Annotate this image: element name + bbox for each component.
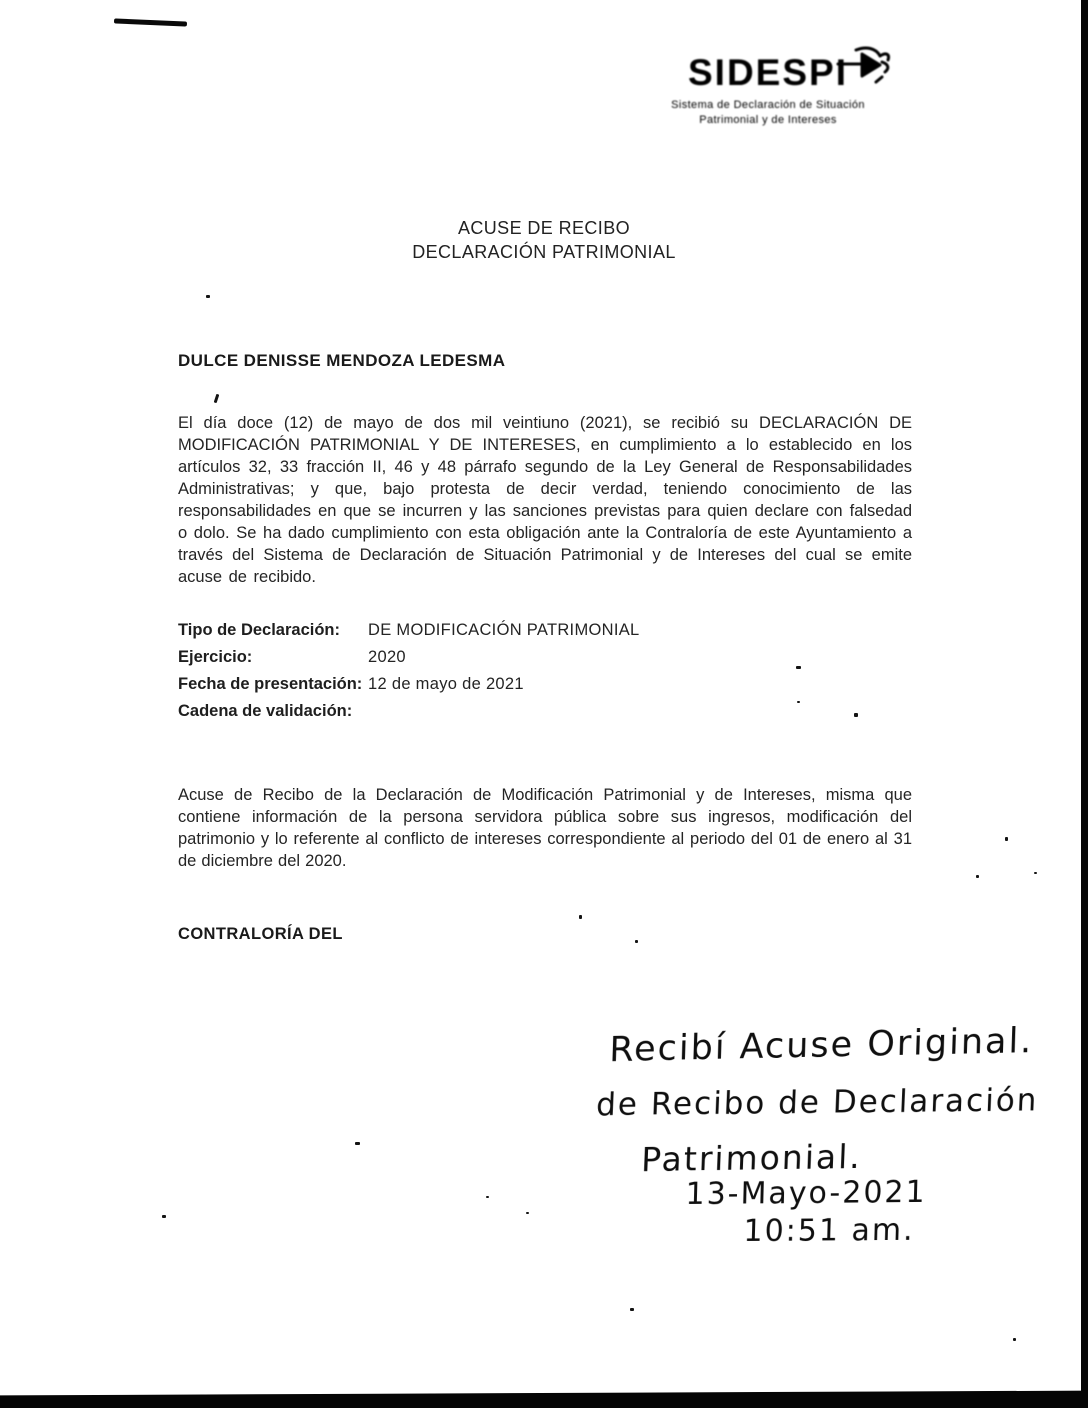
scan-mark-top-left bbox=[114, 18, 187, 26]
scan-speck bbox=[1013, 1338, 1016, 1341]
scan-speck bbox=[854, 713, 858, 717]
scan-speck bbox=[206, 295, 210, 298]
scan-speck bbox=[214, 394, 220, 403]
body-paragraph-1: El día doce (12) de mayo de dos mil veintiuno (2021), se recibió su DECLARACIÓN DE MODIFICACIÓN PATRIMONIAL Y DE INTERESES, en cumplimiento a lo establecido en los artículos 32, 33 fracción II, 46 y 48 párrafo segundo de la Ley General de Responsabilidades Administrativas; y que, bajo protesta de decir verdad, teniendo conocimiento de las responsabilidades en que se incurren y las sanciones previstas para quien declare con falsedad o dolo. Se ha dado cumplimiento con esta obligación ante la Contraloría de este Ayuntamiento a través del Sistema de Declaración de Situación Patrimonial y de Intereses del cual se emite acuse de recibido. bbox=[178, 414, 912, 586]
body-paragraph-2: Acuse de Recibo de la Declaración de Modificación Patrimonial y de Intereses, misma que contiene información de la persona servidora pública sobre sus ingresos, modificación del patrimonio y lo referente al conflicto de intereses correspondiente al periodo del 01 de enero al 31 de diciembre del 2020. bbox=[178, 786, 912, 870]
scan-speck bbox=[630, 1308, 634, 1311]
logo-subtitle-line2: Patrimonial y de Intereses bbox=[699, 114, 837, 126]
field-row-cadena bbox=[178, 702, 818, 729]
field-label: Ejercicio: bbox=[178, 648, 253, 666]
scan-speck bbox=[976, 875, 979, 878]
field-row-ejercicio bbox=[178, 648, 818, 675]
handwritten-line-3: Patrimonial. bbox=[640, 1136, 863, 1180]
declaration-fields bbox=[178, 621, 818, 729]
logo-subtitle-line1: Sistema de Declaración de Situación bbox=[671, 99, 865, 111]
field-row-fecha bbox=[178, 675, 818, 702]
handwritten-time: 10:51 am. bbox=[743, 1212, 916, 1250]
scan-speck bbox=[1034, 872, 1037, 874]
document-title-line2: DECLARACIÓN PATRIMONIAL bbox=[412, 242, 676, 262]
scan-speck bbox=[1005, 837, 1008, 841]
scribble-arrow-right-icon bbox=[836, 38, 894, 99]
handwritten-date: 13-Mayo-2021 bbox=[685, 1174, 928, 1213]
scan-speck bbox=[635, 940, 638, 943]
document-title-line1: ACUSE DE RECIBO bbox=[457, 218, 631, 238]
scan-speck bbox=[796, 666, 801, 669]
handwritten-line-2: de Recibo de Declaración bbox=[595, 1082, 1040, 1124]
scan-speck bbox=[526, 1212, 529, 1214]
field-value: DE MODIFICACIÓN PATRIMONIAL bbox=[368, 621, 640, 639]
field-label: Cadena de validación: bbox=[178, 702, 353, 720]
field-row-tipo bbox=[178, 621, 818, 648]
sidespi-logo bbox=[652, 52, 884, 128]
document-title bbox=[0, 216, 1088, 264]
handwritten-line-1: Recibí Acuse Original. bbox=[608, 1021, 1034, 1071]
recipient-name: DULCE DENISSE MENDOZA LEDESMA bbox=[178, 351, 506, 370]
scan-speck bbox=[486, 1196, 489, 1198]
scan-edge-bar-right bbox=[1081, 0, 1088, 1408]
field-label: Tipo de Declaración: bbox=[178, 621, 340, 639]
scan-speck bbox=[579, 915, 582, 919]
scan-speck bbox=[797, 701, 800, 703]
field-label: Fecha de presentación: bbox=[178, 675, 363, 693]
scan-speck bbox=[355, 1142, 360, 1145]
field-value: 2020 bbox=[368, 648, 406, 666]
field-value: 12 de mayo de 2021 bbox=[368, 675, 524, 693]
issuer-name: CONTRALORÍA DEL bbox=[178, 925, 343, 943]
scan-speck bbox=[162, 1215, 166, 1218]
scan-edge-bar-bottom bbox=[0, 1391, 1088, 1408]
logo-brand-text: SIDESPI bbox=[688, 52, 848, 93]
